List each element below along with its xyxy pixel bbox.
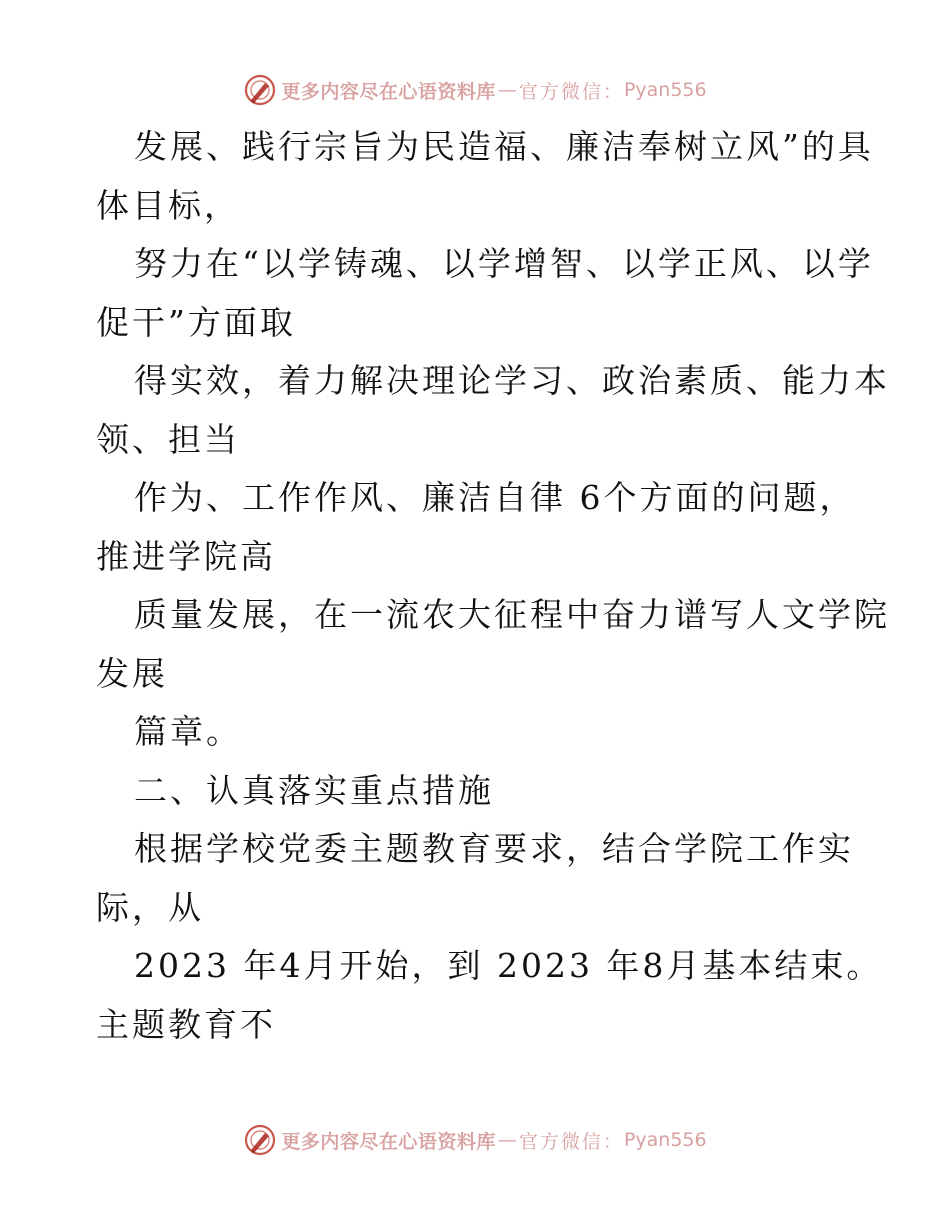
section-heading: 二、认真落实重点措施 xyxy=(134,770,494,810)
text-line: 根据学校党委主题教育要求，结合学院工作实 xyxy=(134,829,854,868)
text-line: 质量发展，在一流农大征程中奋力谱写人文学院 xyxy=(134,595,890,634)
watermark-text: 更多内容尽在心语资料库 xyxy=(281,80,496,103)
watermark-dash: — xyxy=(497,1129,517,1151)
text-line: 领、担当 xyxy=(96,419,240,459)
watermark-wechat-label: 官方微信： xyxy=(518,80,624,103)
watermark-wechat-id: Pyan556 xyxy=(623,1129,707,1151)
text-line: 2023 年4月开始，到 2023 年8月基本结束。 xyxy=(134,946,883,985)
header-watermark xyxy=(0,70,950,110)
text-line: 篇章。 xyxy=(134,712,242,751)
text-line: 推进学院高 xyxy=(96,536,276,576)
text-line: 促干”方面取 xyxy=(96,302,296,342)
watermark-dash: — xyxy=(497,79,517,101)
footer-watermark xyxy=(0,1120,950,1160)
text-line: 得实效，着力解决理论学习、政治素质、能力本 xyxy=(134,361,890,400)
text-line: 作为、工作作风、廉洁自律 6个方面的问题， xyxy=(134,478,856,517)
text-line: 发展 xyxy=(96,653,168,693)
text-line: 主题教育不 xyxy=(96,1004,276,1044)
text-line: 体目标， xyxy=(96,185,240,225)
text-line: 努力在“以学铸魂、以学增智、以学正风、以学 xyxy=(134,244,874,283)
watermark-wechat-id: Pyan556 xyxy=(623,79,707,101)
text-line: 发展、践行宗旨为民造福、廉洁奉树立风”的具 xyxy=(134,127,874,166)
watermark-text: 更多内容尽在心语资料库 xyxy=(281,1130,496,1153)
watermark-wechat-label: 官方微信： xyxy=(518,1130,624,1153)
pen-logo-icon xyxy=(243,1123,277,1157)
text-line: 际，从 xyxy=(96,887,204,927)
pen-logo-icon xyxy=(243,73,277,107)
document-body xyxy=(96,118,890,1054)
